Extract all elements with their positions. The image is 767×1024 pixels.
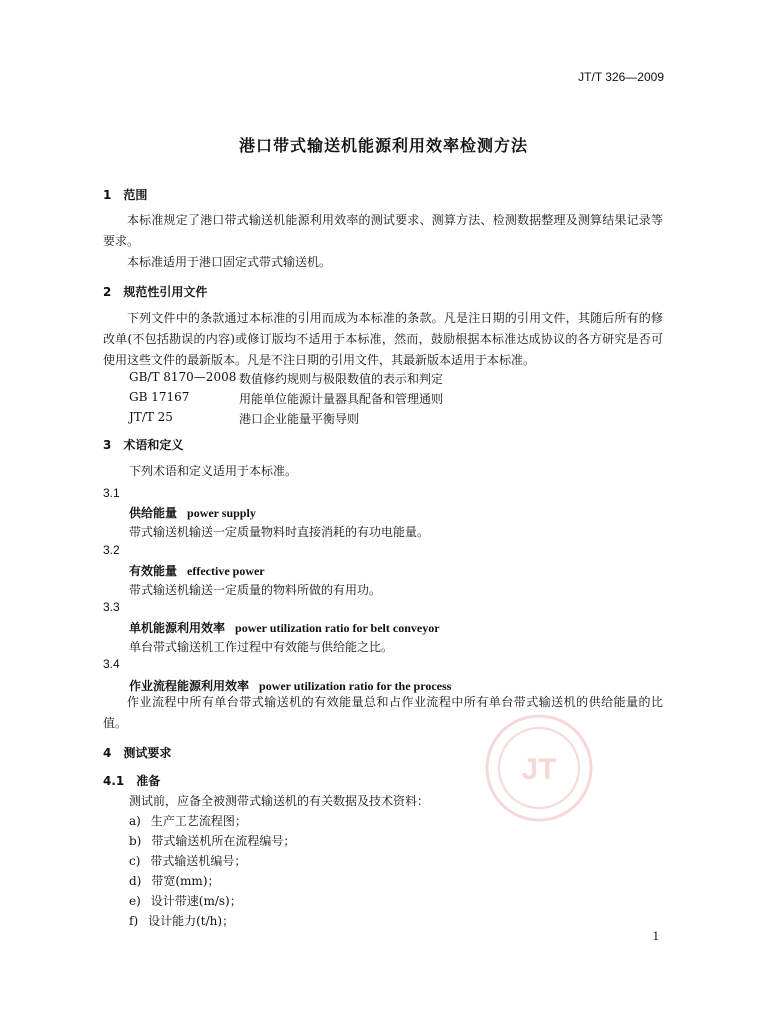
term-definition: 带式输送机输送一定质量物料时直接消耗的有功电能量。 <box>129 525 430 539</box>
list-item <box>129 832 295 849</box>
list-item <box>129 812 247 829</box>
reference-title: 数值修约规则与极限数值的表示和判定 <box>239 372 444 386</box>
list-item-text: 带式输送机编号； <box>150 854 247 868</box>
list-item-label: b) <box>129 834 142 848</box>
section-3-intro: 下列术语和定义适用于本标准。 <box>129 464 298 478</box>
list-item-label: d) <box>129 874 142 888</box>
term-number: 3.3 <box>103 600 120 614</box>
section-1-paragraph-1: 本标准规定了港口带式输送机能源利用效率的测试要求、测算方法、检测数据整理及测算结果记录等要求。 <box>103 213 663 248</box>
section-1-heading: 1 范围 <box>103 188 148 202</box>
term-title <box>129 619 440 636</box>
term-zh: 作业流程能源利用效率 <box>129 679 250 693</box>
term-number: 3.1 <box>103 486 120 500</box>
reference-code: GB/T 8170—2008 <box>129 370 237 384</box>
list-item-label: c) <box>129 854 141 868</box>
section-4-intro: 测试前，应备全被测带式输送机的有关数据及技术资料： <box>129 794 430 808</box>
section-4-heading: 4 测试要求 <box>103 746 172 760</box>
term-zh: 有效能量 <box>129 564 178 578</box>
watermark-text: JT <box>521 753 557 786</box>
list-item-text: 带宽(mm)； <box>151 874 220 888</box>
term-zh: 单机能源利用效率 <box>129 621 226 635</box>
standard-code: JT/T 326—2009 <box>578 70 664 84</box>
list-item-text: 生产工艺流程图； <box>150 814 247 828</box>
term-definition: 作业流程中所有单台带式输送机的有效能量总和占作业流程中所有单台带式输送机的供给能量的比值。 <box>103 695 663 730</box>
list-item-text: 带式输送机所在流程编号； <box>151 834 296 848</box>
page-number: 1 <box>652 928 659 943</box>
requirements-list <box>129 812 429 932</box>
term-en: effective power <box>187 564 265 578</box>
section-2-heading: 2 规范性引用文件 <box>103 285 208 299</box>
term-en: power utilization ratio for the process <box>259 679 452 693</box>
list-item-text: 设计能力(t/h)； <box>148 914 235 928</box>
list-item-label: a) <box>129 814 141 828</box>
jt-watermark-logo <box>484 713 594 823</box>
term-zh: 供给能量 <box>129 506 178 520</box>
term-title <box>129 562 265 579</box>
list-item-label: f) <box>129 914 139 928</box>
term-number: 3.4 <box>103 657 120 671</box>
subsection-4-1-heading: 4.1 准备 <box>103 774 161 788</box>
list-item-label: e) <box>129 894 141 908</box>
document-title: 港口带式输送机能源利用效率检测方法 <box>238 136 528 155</box>
reference-code: JT/T 25 <box>129 410 173 424</box>
list-item <box>129 892 242 909</box>
term-en: power supply <box>187 506 256 520</box>
reference-title: 港口企业能量平衡导则 <box>239 412 360 426</box>
list-item-text: 设计带速(m/s)； <box>150 894 242 908</box>
section-2-paragraph-1: 下列文件中的条款通过本标准的引用而成为本标准的条款。凡是注日期的引用文件，其随后所有的修改单(不包括勘误的内容)或修订版均不适用于本标准，然而，鼓励根据本标准达成协议的各方研究是否可使用这些文件的最新版本。凡是不注日期的引用文件，其最新版本适用于本标准。 <box>103 311 663 367</box>
section-3-heading: 3 术语和定义 <box>103 438 184 452</box>
reference-title: 用能单位能源计量器具配备和管理通则 <box>239 392 444 406</box>
reference-code: GB 17167 <box>129 390 190 404</box>
list-item <box>129 912 234 929</box>
term-title <box>129 504 256 521</box>
list-item <box>129 872 220 889</box>
term-number: 3.2 <box>103 543 120 557</box>
term-definition: 带式输送机输送一定质量的物料所做的有用功。 <box>129 583 382 597</box>
list-item <box>129 852 246 869</box>
term-en: power utilization ratio for belt conveyor <box>235 621 440 635</box>
section-1-paragraph-2: 本标准适用于港口固定式带式输送机。 <box>127 255 332 269</box>
term-definition: 单台带式输送机工作过程中有效能与供给能之比。 <box>129 640 394 654</box>
reference-list <box>129 370 529 430</box>
